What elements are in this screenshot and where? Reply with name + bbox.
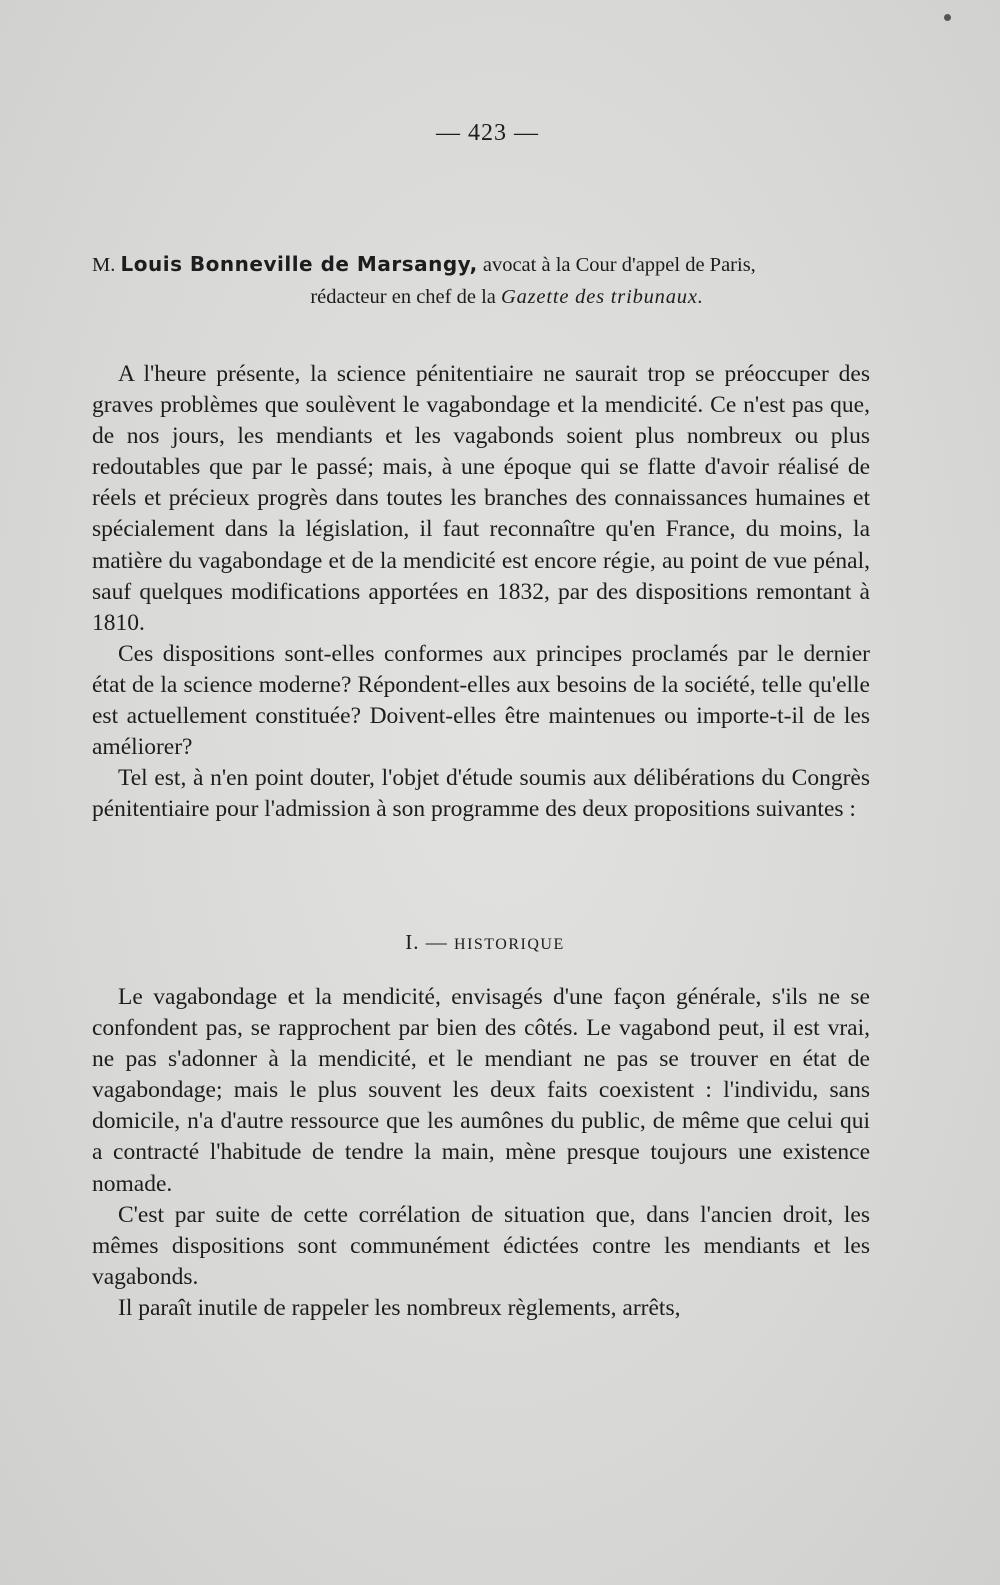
author-line	[92, 248, 882, 281]
paragraph: A l'heure présente, la science pénitentiaire ne saurait trop se préoccuper des graves problèmes que soulèvent le vagabondage et la mendicité. Ce n'est pas que, de nos jours, les mendiants et les vagabonds soient plus nombreux ou plus redoutables que par le passé; mais, à une époque qui se flatte d'avoir réalisé de réels et précieux progrès dans toutes les branches des connaissances humaines et spécialement dans la législation, il faut reconnaître qu'en France, du moins, la matière du vagabondage et de la mendicité est encore régie, au point de vue pénal, sauf quelques modifications apportées en 1832, par des dispositions remontant à 1810.	[92, 361, 870, 636]
author-prefix: M.	[92, 254, 116, 276]
intro-text	[92, 359, 870, 825]
paragraph: Tel est, à n'en point douter, l'objet d'étude soumis aux délibérations du Congrès pénitentiaire pour l'admission à son programme des deux propositions suivantes :	[92, 765, 870, 823]
author-role: avocat à la Cour d'appel de Paris,	[482, 254, 756, 276]
section-title: HISTORIQUE	[454, 936, 565, 953]
ink-speck	[944, 14, 951, 21]
paragraph: Le vagabondage et la mendicité, envisagés d'une façon générale, s'ils ne se confondent pas, se rapprochent par bien des côtés. Le vagabond peut, il est vrai, ne pas s'adonner à la mendicité, et le mendiant ne pas se trouver en état de vagabondage; mais le plus souvent les deux faits coexistent : l'individu, sans domicile, n'a d'autre ressource que les aumônes du public, de même que celui qui a contracté l'habitude de tendre la main, mène presque toujours une existence nomade.	[92, 984, 870, 1197]
publication-title: Gazette des tribunaux.	[501, 286, 704, 308]
affiliation-prefix: rédacteur en chef de la	[310, 286, 496, 308]
author-header	[92, 248, 882, 313]
author-name: Louis Bonneville de Marsangy,	[120, 252, 478, 276]
paragraph: Ces dispositions sont-elles conformes aux principes proclamés par le dernier état de la science moderne? Répondent-elles aux besoins de la société, telle qu'elle est actuellement constituée? Doivent-elles être maintenues ou importe-t-il de les améliorer?	[92, 640, 870, 761]
section-heading	[0, 930, 970, 955]
paragraph: Il paraît inutile de rappeler les nombreux règlements, arrêts,	[118, 1294, 681, 1321]
history-text	[92, 982, 870, 1324]
author-affiliation	[92, 281, 882, 313]
paragraph: C'est par suite de cette corrélation de situation que, dans l'ancien droit, les mêmes dispositions sont communément édictées contre les mendiants et les vagabonds.	[92, 1201, 870, 1290]
section-number: I. —	[405, 930, 448, 954]
page-number: — 423 —	[436, 120, 539, 146]
